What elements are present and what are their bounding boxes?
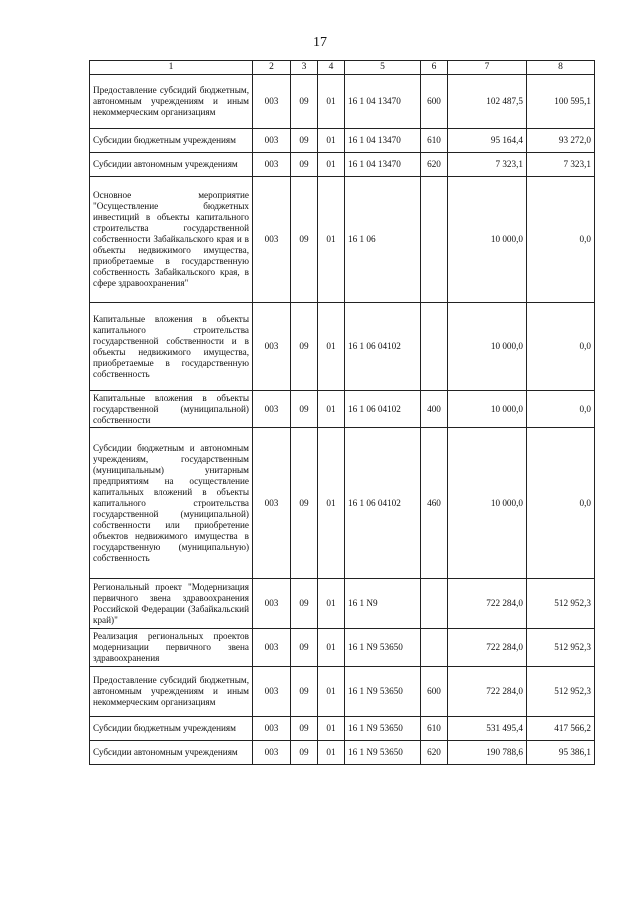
ministry-code: 003 [253,629,291,667]
table-row [90,177,595,303]
column-header: 7 [448,61,527,75]
budget-table [89,60,595,765]
amount-2: 7 323,1 [527,153,595,177]
column-header: 6 [421,61,448,75]
row-name: Реализация региональных проектов модернизации первичного звена здравоохранения [90,629,253,667]
target-item-code: 16 1 06 04102 [345,428,421,579]
column-header: 4 [318,61,345,75]
table-row [90,303,595,391]
amount-2: 0,0 [527,303,595,391]
row-name: Региональный проект "Модернизация первичного звена здравоохранения Российской Федерации (Забайкальский край)" [90,579,253,629]
amount-1: 102 487,5 [448,75,527,129]
table-row [90,428,595,579]
amount-2: 100 595,1 [527,75,595,129]
expense-type-code: 400 [421,391,448,428]
expense-type-code: 620 [421,741,448,765]
ministry-code: 003 [253,303,291,391]
amount-2: 95 386,1 [527,741,595,765]
subsection-code: 01 [318,303,345,391]
subsection-code: 01 [318,741,345,765]
section-code: 09 [291,129,318,153]
column-header: 5 [345,61,421,75]
column-header: 2 [253,61,291,75]
table-row [90,579,595,629]
amount-2: 512 952,3 [527,629,595,667]
amount-2: 512 952,3 [527,667,595,717]
page-number: 17 [313,35,327,50]
subsection-code: 01 [318,579,345,629]
section-code: 09 [291,391,318,428]
section-code: 09 [291,428,318,579]
subsection-code: 01 [318,129,345,153]
table-header-row [90,61,595,75]
section-code: 09 [291,717,318,741]
amount-1: 10 000,0 [448,177,527,303]
ministry-code: 003 [253,579,291,629]
expense-type-code: 620 [421,153,448,177]
table-row [90,717,595,741]
subsection-code: 01 [318,177,345,303]
amount-1: 190 788,6 [448,741,527,765]
target-item-code: 16 1 N9 [345,579,421,629]
table-row [90,629,595,667]
expense-type-code: 600 [421,667,448,717]
row-name: Капитальные вложения в объекты капитального строительства государственной собственности и в объекты недвижимого имущества, приобретаемые в государственную собственность [90,303,253,391]
row-name: Субсидии автономным учреждениям [90,153,253,177]
amount-1: 7 323,1 [448,153,527,177]
amount-2: 512 952,3 [527,579,595,629]
section-code: 09 [291,75,318,129]
subsection-code: 01 [318,629,345,667]
section-code: 09 [291,741,318,765]
amount-2: 417 566,2 [527,717,595,741]
expense-type-code: 600 [421,75,448,129]
expense-type-code [421,303,448,391]
section-code: 09 [291,667,318,717]
row-name: Предоставление субсидий бюджетным, автономным учреждениям и иным некоммерческим организациям [90,75,253,129]
expense-type-code [421,629,448,667]
section-code: 09 [291,153,318,177]
ministry-code: 003 [253,667,291,717]
ministry-code: 003 [253,428,291,579]
column-header: 3 [291,61,318,75]
subsection-code: 01 [318,75,345,129]
ministry-code: 003 [253,391,291,428]
table-row [90,129,595,153]
expense-type-code [421,177,448,303]
target-item-code: 16 1 N9 53650 [345,741,421,765]
amount-2: 93 272,0 [527,129,595,153]
table-row [90,391,595,428]
target-item-code: 16 1 N9 53650 [345,629,421,667]
target-item-code: 16 1 04 13470 [345,153,421,177]
expense-type-code [421,579,448,629]
amount-1: 531 495,4 [448,717,527,741]
ministry-code: 003 [253,75,291,129]
table-row [90,75,595,129]
amount-2: 0,0 [527,177,595,303]
ministry-code: 003 [253,129,291,153]
ministry-code: 003 [253,717,291,741]
amount-1: 722 284,0 [448,629,527,667]
section-code: 09 [291,629,318,667]
row-name: Субсидии автономным учреждениям [90,741,253,765]
column-header: 8 [527,61,595,75]
row-name: Субсидии бюджетным учреждениям [90,717,253,741]
amount-1: 722 284,0 [448,579,527,629]
table-row [90,741,595,765]
section-code: 09 [291,303,318,391]
ministry-code: 003 [253,741,291,765]
amount-2: 0,0 [527,428,595,579]
subsection-code: 01 [318,391,345,428]
target-item-code: 16 1 N9 53650 [345,717,421,741]
column-header: 1 [90,61,253,75]
row-name: Субсидии бюджетным учреждениям [90,129,253,153]
target-item-code: 16 1 06 04102 [345,303,421,391]
target-item-code: 16 1 06 04102 [345,391,421,428]
row-name: Предоставление субсидий бюджетным, автономным учреждениям и иным некоммерческим организациям [90,667,253,717]
amount-1: 10 000,0 [448,303,527,391]
amount-1: 10 000,0 [448,428,527,579]
row-name: Капитальные вложения в объекты государственной (муниципальной) собственности [90,391,253,428]
table-row [90,153,595,177]
section-code: 09 [291,579,318,629]
table-row [90,667,595,717]
amount-1: 722 284,0 [448,667,527,717]
amount-1: 10 000,0 [448,391,527,428]
subsection-code: 01 [318,153,345,177]
ministry-code: 003 [253,177,291,303]
expense-type-code: 460 [421,428,448,579]
target-item-code: 16 1 04 13470 [345,75,421,129]
subsection-code: 01 [318,428,345,579]
amount-2: 0,0 [527,391,595,428]
subsection-code: 01 [318,667,345,717]
row-name: Основное мероприятие "Осуществление бюджетных инвестиций в объекты капитального строительства государственной собственности Забайкальского края и в объекты недвижимого имущества, приобретаемые в государственную собственность Забайкальского края, в сфере здравоохранения" [90,177,253,303]
expense-type-code: 610 [421,717,448,741]
target-item-code: 16 1 04 13470 [345,129,421,153]
expense-type-code: 610 [421,129,448,153]
target-item-code: 16 1 N9 53650 [345,667,421,717]
subsection-code: 01 [318,717,345,741]
target-item-code: 16 1 06 [345,177,421,303]
row-name: Субсидии бюджетным и автономным учреждениям, государственным (муниципальным) унитарным предприятиям на осуществление капитальных вложений в объекты капитального строительства государственной (муниципальной) собственности или приобретение объектов недвижимого имущества в государственную (муниципальную) собственность [90,428,253,579]
section-code: 09 [291,177,318,303]
amount-1: 95 164,4 [448,129,527,153]
ministry-code: 003 [253,153,291,177]
